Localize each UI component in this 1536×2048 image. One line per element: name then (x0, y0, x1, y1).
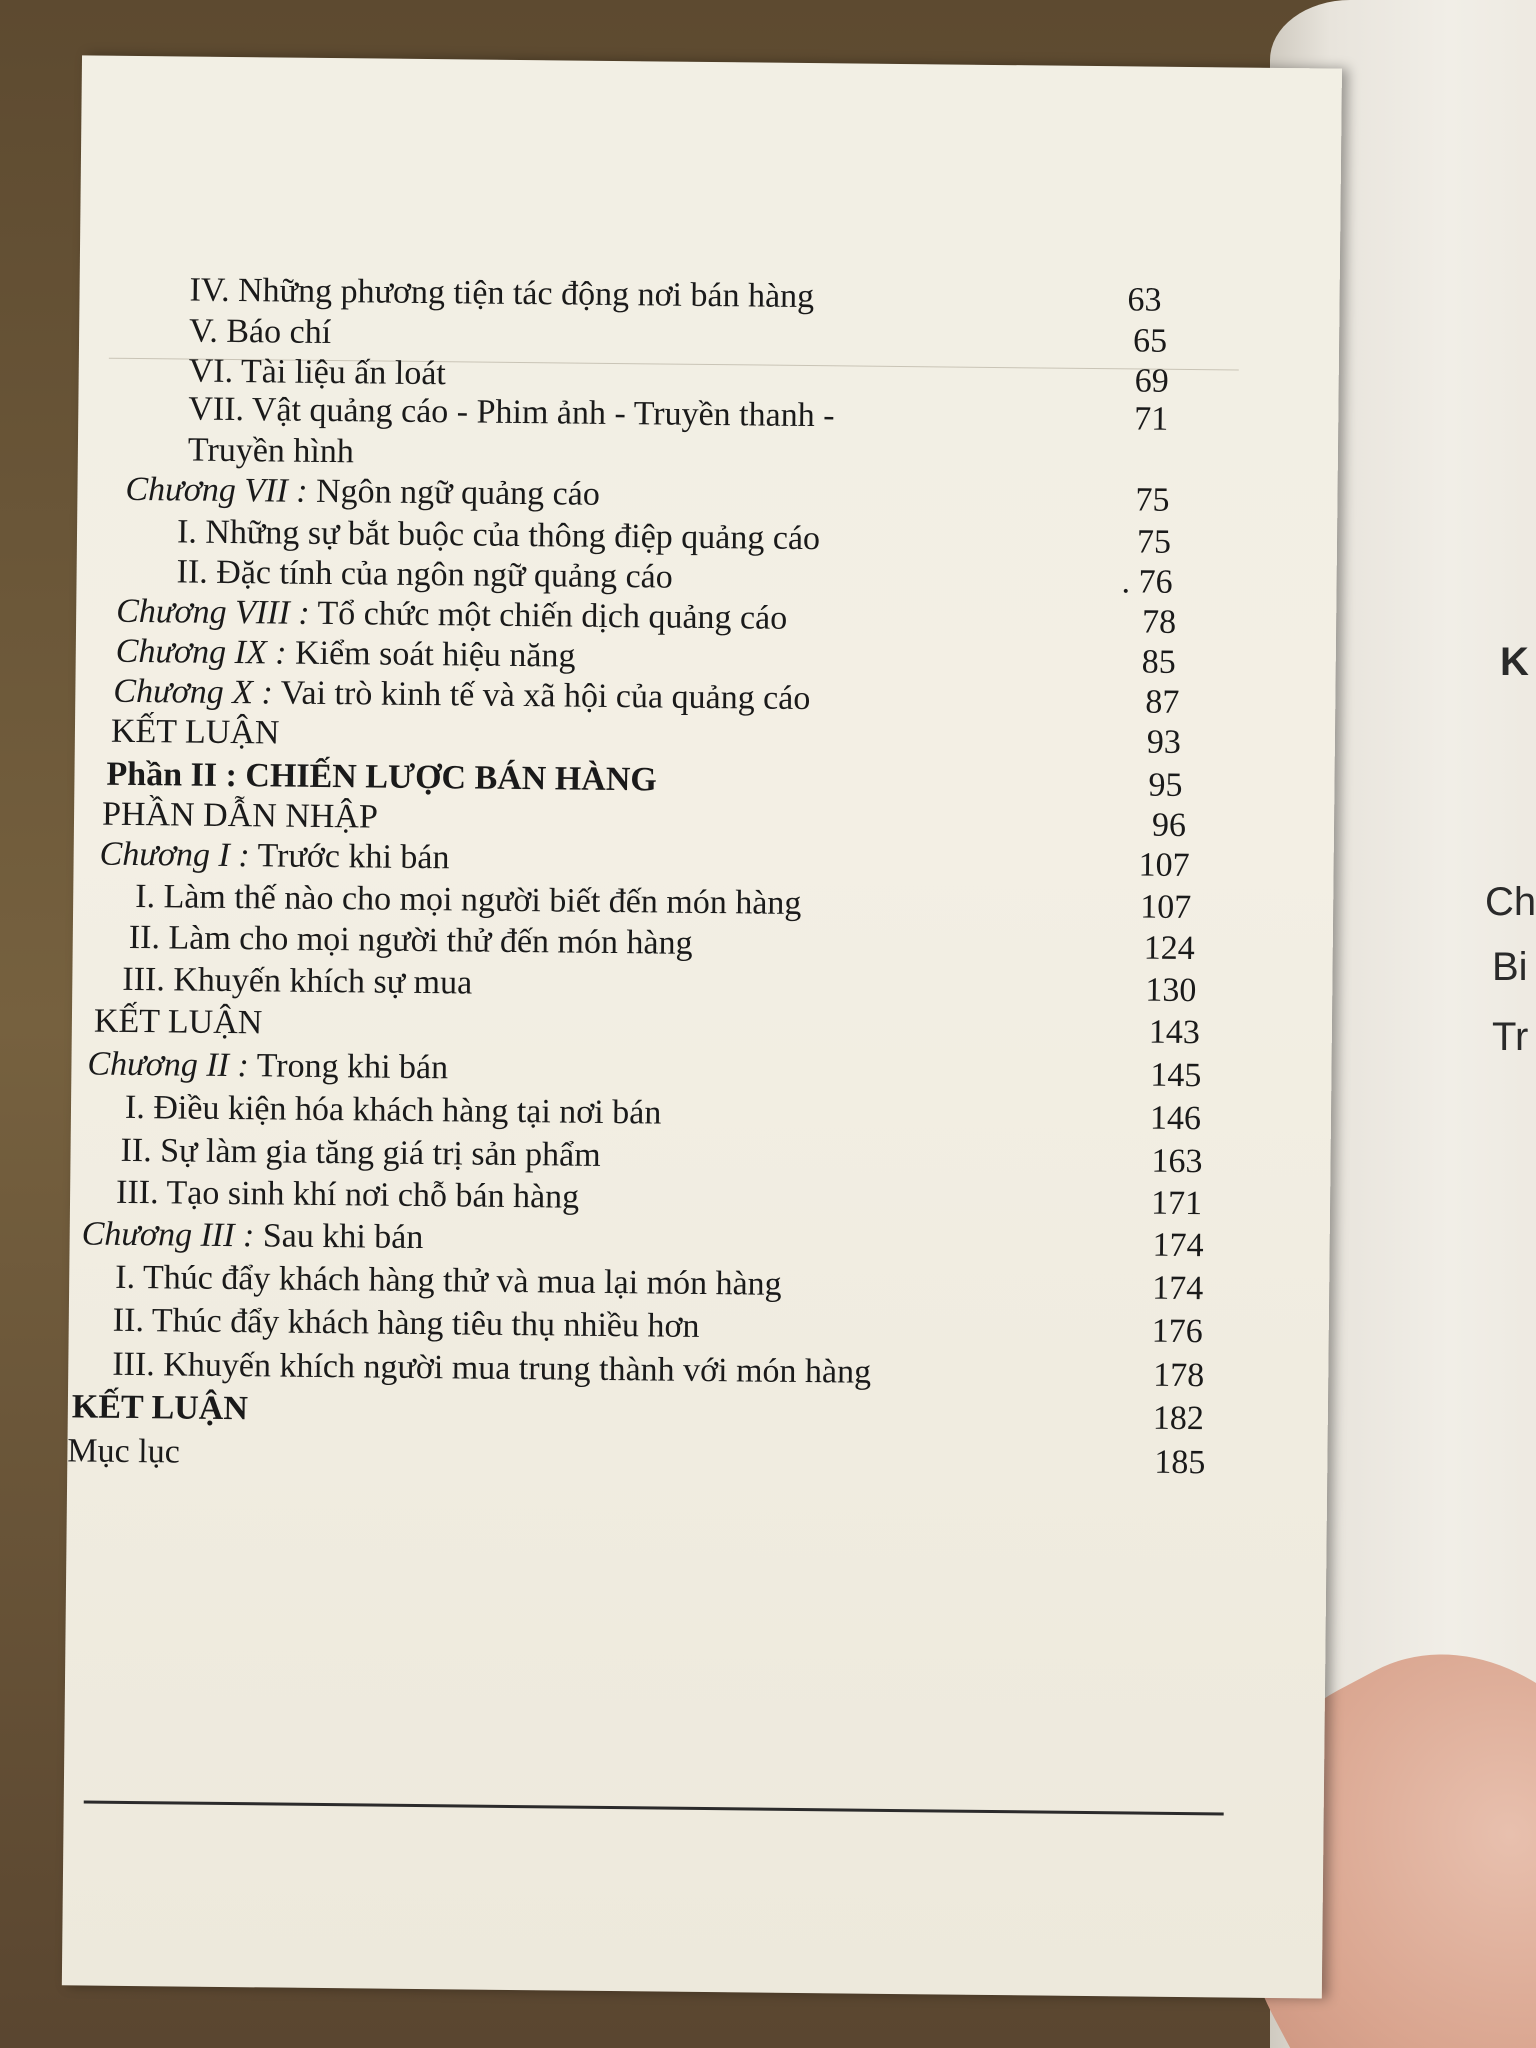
toc-page-number: 107 (1139, 888, 1192, 927)
toc-page-number: 96 (1151, 806, 1187, 845)
toc-page-number: 124 (1143, 929, 1195, 968)
toc-entry-text: II. Sự làm gia tăng giá trị sản phẩm (120, 1131, 601, 1174)
toc-page-number: . 76 (1121, 563, 1173, 601)
toc-chapter-label: Chương III : (81, 1215, 255, 1255)
bottom-rule (84, 1801, 1224, 1816)
toc-entry-title (189, 313, 331, 352)
toc-entry-text: III. Khuyến khích người mua trung thành với món hàng (112, 1345, 872, 1391)
toc-page-number: 95 (1148, 766, 1183, 804)
toc-entry-text: KẾT LUẬN (93, 1002, 263, 1042)
book-page (62, 55, 1342, 1998)
toc-entry-text: II. Thúc đẩy khách hàng tiêu thụ nhiều hơn (112, 1301, 700, 1345)
toc-page-number: 93 (1146, 723, 1182, 761)
toc-entry-title (125, 471, 600, 514)
toc-entry-text: I. Những sự bắt buộc của thông điệp quảng cáo (176, 513, 821, 558)
toc-entry-title (99, 836, 449, 878)
toc-entry-title (111, 713, 280, 753)
toc-entry-title (116, 593, 787, 638)
table-of-contents (67, 55, 1342, 1482)
toc-entry-text: Ngôn ngữ quảng cáo (307, 472, 601, 513)
toc-entry-text: Trong khi bán (248, 1047, 449, 1087)
toc-entry-text: II. Đặc tính của ngôn ngữ quảng cáo (176, 553, 673, 596)
toc-page-number: 75 (1136, 523, 1172, 561)
toc-page-number: 87 (1145, 683, 1180, 721)
toc-entry-text: V. Báo chí (188, 312, 332, 352)
toc-page-number: 143 (1148, 1013, 1201, 1052)
toc-page-number: 78 (1141, 603, 1177, 641)
toc-entry-text: VII. Vật quảng cáo - Phim ảnh - Truyền thanh - (188, 390, 835, 435)
toc-entry-title (116, 633, 576, 676)
toc-page-number: 75 (1135, 481, 1170, 519)
toc-chapter-label: Chương II : (87, 1045, 250, 1085)
toc-page-number: 178 (1153, 1356, 1205, 1395)
toc-entry-text: Kiểm soát hiệu năng (286, 634, 576, 675)
toc-entry-text: KẾT LUẬN (71, 1388, 249, 1428)
toc-page-number: 69 (1134, 362, 1169, 400)
toc-entry-title (102, 796, 378, 837)
adjacent-page-text: Tr (1492, 1015, 1529, 1059)
toc-page-number: 145 (1150, 1056, 1202, 1095)
toc-entry-title (177, 513, 820, 558)
toc-entry-text: Mục lục (67, 1432, 180, 1471)
toc-page-number: 163 (1151, 1142, 1203, 1181)
toc-entry-title (94, 1003, 263, 1043)
toc-entry-text: PHẦN DẪN NHẬP (101, 795, 379, 836)
toc-page-number: 176 (1151, 1312, 1203, 1351)
toc-entry-text: Phần II : CHIẾN LƯỢC BÁN HÀNG (106, 755, 658, 799)
adjacent-page-text: Bi (1492, 945, 1528, 989)
toc-page-number: 85 (1141, 643, 1176, 681)
toc-entry-title (72, 1388, 248, 1428)
toc-entry-title (67, 1432, 180, 1471)
toc-chapter-label: Chương IX : (115, 632, 287, 672)
toc-chapter-label: Chương I : (99, 835, 250, 875)
toc-page-number: 171 (1150, 1184, 1203, 1223)
toc-entry-title (106, 756, 657, 800)
toc-entry-title (129, 919, 693, 963)
toc-entry-title (81, 1215, 423, 1257)
toc-page-number: 174 (1151, 1269, 1204, 1308)
toc-entry-text: Sau khi bán (254, 1217, 424, 1257)
toc-entry-text: I. Thúc đẩy khách hàng thử và mua lại món hàng (115, 1258, 782, 1303)
toc-entry-text: II. Làm cho mọi người thử đến món hàng (128, 918, 693, 962)
toc-entry-title (113, 1302, 700, 1346)
toc-entry-title (115, 1259, 782, 1304)
toc-page-number: 107 (1138, 846, 1190, 885)
toc-entry-title (87, 1046, 448, 1088)
toc-chapter-label: Chương VII : (125, 470, 308, 510)
toc-entry-title (116, 1174, 579, 1217)
toc-page-number: 146 (1149, 1099, 1202, 1138)
toc-entry-text: Vai trò kinh tế và xã hội của quảng cáo (272, 674, 811, 718)
toc-entry-title (189, 272, 814, 317)
toc-entry-title (188, 391, 835, 436)
toc-page-number: 174 (1152, 1226, 1204, 1265)
toc-entry-title (176, 553, 673, 596)
toc-entry-text: VI. Tài liệu ấn loát (188, 352, 447, 393)
toc-entry-title (120, 1132, 601, 1175)
toc-entry-title (189, 353, 447, 394)
toc-entry-text: Trước khi bán (249, 837, 450, 877)
toc-entry-text: Truyền hình (187, 431, 355, 471)
toc-entry-text: Tổ chức một chiến dịch quảng cáo (309, 594, 788, 637)
toc-page-number: 63 (1127, 281, 1162, 319)
toc-entry-title (188, 432, 354, 472)
toc-chapter-label: Chương VIII : (116, 592, 310, 632)
toc-page-number: 182 (1152, 1399, 1205, 1438)
adjacent-page-text: Ch (1485, 880, 1536, 924)
toc-entry-text: III. Khuyến khích sự mua (122, 960, 473, 1002)
toc-entry-title (113, 673, 810, 718)
toc-entry-title (135, 878, 802, 923)
toc-page-number: 185 (1154, 1443, 1206, 1482)
toc-page-number: 71 (1134, 400, 1169, 438)
toc-entry-title (112, 1346, 871, 1392)
toc-entry-title (122, 961, 472, 1003)
toc-page-number: 130 (1145, 971, 1197, 1010)
toc-entry-text: IV. Những phương tiện tác động nơi bán hàng (189, 271, 815, 316)
adjacent-page-text: K (1500, 640, 1529, 684)
toc-entry-text: I. Điều kiện hóa khách hàng tại nơi bán (124, 1088, 662, 1132)
toc-page-number: 65 (1132, 322, 1168, 360)
toc-chapter-label: Chương X : (113, 672, 274, 712)
toc-entry-title (125, 1089, 662, 1133)
toc-entry-text: KẾT LUẬN (110, 712, 280, 752)
toc-entry-text: III. Tạo sinh khí nơi chỗ bán hàng (115, 1173, 580, 1216)
toc-entry-text: I. Làm thế nào cho mọi người biết đến món hàng (135, 878, 802, 922)
